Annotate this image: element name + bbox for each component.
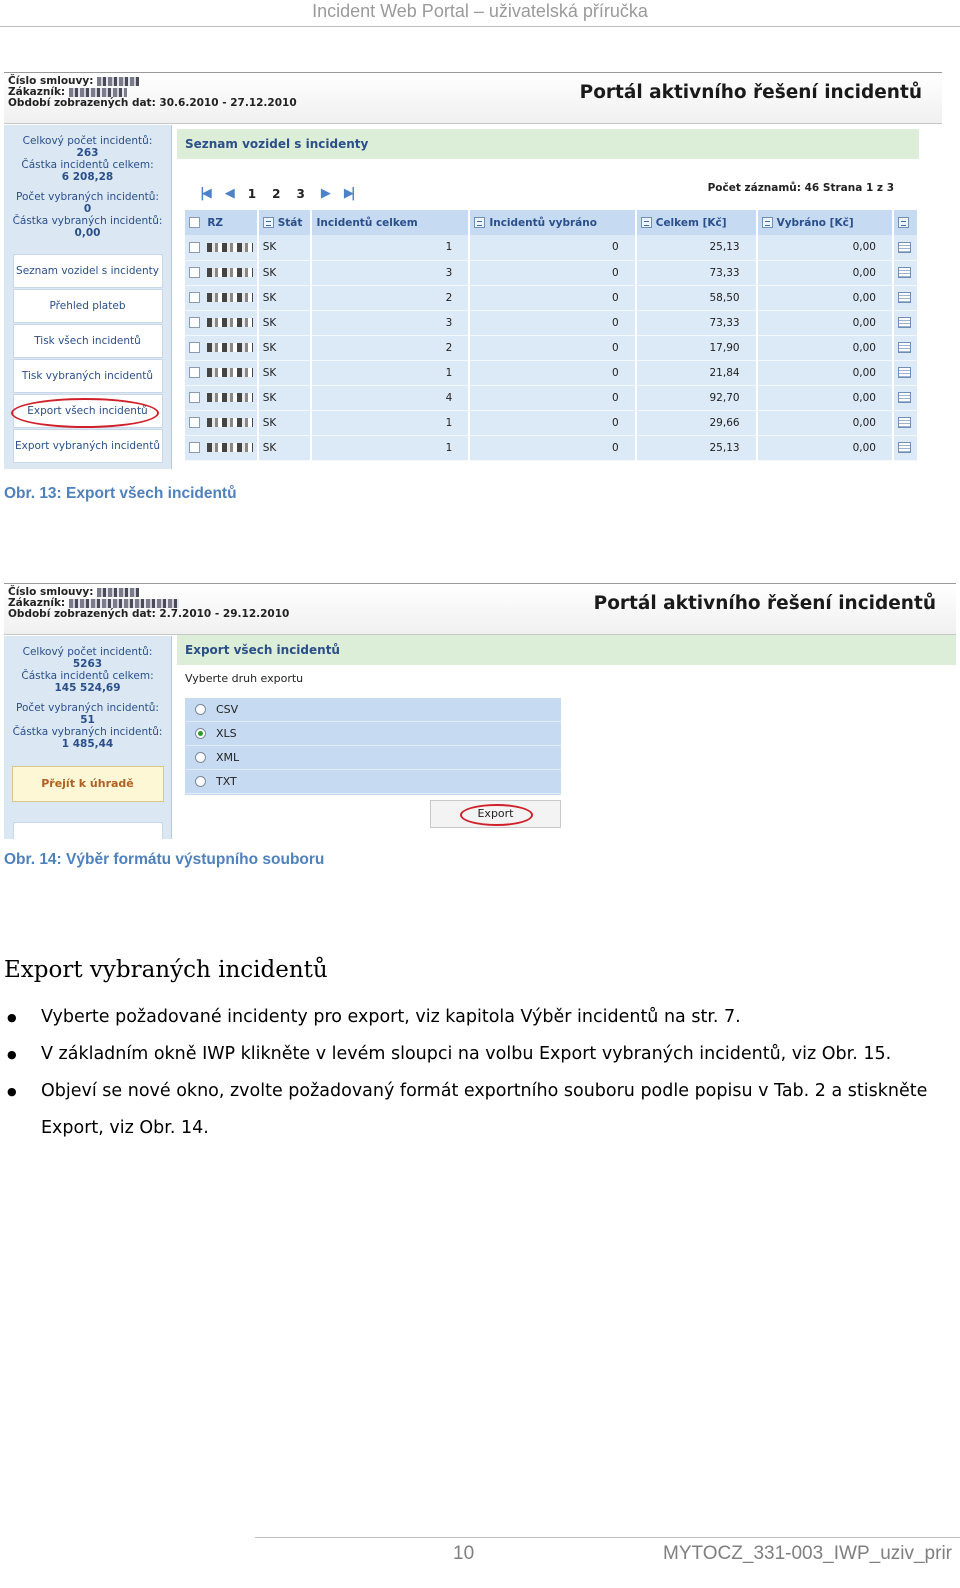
cell-total-incidents: 1: [311, 410, 469, 435]
page-link[interactable]: 1: [247, 186, 257, 201]
format-option-xml[interactable]: [185, 746, 561, 770]
row-checkbox[interactable]: [189, 417, 200, 428]
export-subtitle: Vyberte druh exportu: [185, 672, 304, 685]
portal-title: Portál aktivního řešení incidentů: [579, 82, 922, 103]
stats-summary: [4, 125, 171, 239]
filter-icon[interactable]: [898, 217, 909, 228]
table-row[interactable]: [185, 260, 918, 285]
option-label: XML: [216, 751, 240, 764]
total-amount: 145 524,69: [54, 682, 121, 694]
cell-total-czk: 92,70: [636, 385, 757, 410]
next-page-icon[interactable]: ▶: [320, 186, 328, 201]
col-stat[interactable]: Stát: [277, 216, 303, 229]
selected-amount-label: Částka vybraných incidentů:: [12, 215, 163, 227]
left-sidebar: [4, 636, 172, 839]
period-label: Období zobrazených dat: 2.7.2010 - 29.12.2010: [8, 608, 290, 620]
cell-stat: SK: [258, 410, 312, 435]
section-heading: Export vybraných incidentů: [4, 957, 328, 983]
list-item: ● Objeví se nové okno, zvolte požadovaný formát exportního souboru podle popisu v Tab. 2 a stiskněte Export, viz Obr. 14.: [0, 1073, 960, 1147]
detail-icon[interactable]: [898, 317, 911, 328]
cell-selected-czk: 0,00: [757, 385, 893, 410]
redacted-plate: [207, 243, 253, 252]
period-label: Období zobrazených dat: 30.6.2010 - 27.12.2010: [8, 97, 297, 109]
col-total-incidents[interactable]: Incidentů celkem: [316, 216, 418, 229]
table-header-row: [185, 210, 918, 235]
detail-icon[interactable]: [898, 367, 911, 378]
prev-page-icon[interactable]: ◀: [224, 186, 232, 201]
account-info: [8, 587, 289, 620]
format-option-csv[interactable]: [185, 698, 561, 722]
list-item: ● V základním okně IWP klikněte v levém sloupci na volbu Export vybraných incidentů, viz Obr. 15.: [0, 1036, 960, 1073]
contract-label: Číslo smlouvy:: [8, 586, 94, 598]
figure-caption-13: Obr. 13: Export všech incidentů: [4, 485, 237, 502]
detail-icon[interactable]: [898, 342, 911, 353]
export-button[interactable]: Export: [430, 800, 561, 828]
option-label: XLS: [216, 727, 237, 740]
format-options: [185, 698, 561, 795]
cell-total-czk: 21,84: [636, 360, 757, 385]
menu-payments[interactable]: Přehled plateb: [13, 289, 163, 323]
stats-summary: [4, 636, 171, 750]
contract-label: Číslo smlouvy:: [8, 75, 94, 87]
record-count: Počet záznamů: 46 Strana 1 z 3: [707, 182, 894, 194]
page-header: Incident Web Portal – uživatelská příručka: [0, 0, 960, 27]
row-checkbox[interactable]: [189, 317, 200, 328]
filter-icon[interactable]: [762, 217, 773, 228]
cell-total-czk: 73,33: [636, 310, 757, 335]
page-link[interactable]: 3: [296, 186, 305, 201]
cell-total-czk: 29,66: [636, 410, 757, 435]
row-checkbox[interactable]: [189, 292, 200, 303]
selected-count: 51: [80, 714, 95, 726]
total-count-label: Celkový počet incidentů:: [22, 646, 153, 658]
cell-selected-czk: 0,00: [757, 310, 893, 335]
row-checkbox[interactable]: [189, 442, 200, 453]
cell-selected-incidents: 0: [469, 385, 635, 410]
col-selected-czk[interactable]: Vybráno [Kč]: [776, 216, 854, 229]
cell-total-incidents: 3: [311, 260, 469, 285]
format-option-txt[interactable]: [185, 770, 561, 794]
radio-button[interactable]: [195, 752, 206, 763]
cell-selected-czk: 0,00: [757, 435, 893, 460]
cell-stat: SK: [258, 360, 312, 385]
radio-button-selected[interactable]: [195, 728, 206, 739]
row-checkbox[interactable]: [189, 342, 200, 353]
first-page-icon[interactable]: |◀: [200, 186, 209, 201]
cell-selected-czk: 0,00: [757, 235, 893, 260]
redacted-plate: [207, 268, 253, 277]
cell-selected-incidents: 0: [469, 335, 635, 360]
cell-selected-czk: 0,00: [757, 410, 893, 435]
cell-total-incidents: 1: [311, 235, 469, 260]
menu-export-selected[interactable]: Export vybraných incidentů: [13, 429, 163, 463]
selected-count-label: Počet vybraných incidentů:: [16, 702, 159, 714]
radio-button[interactable]: [195, 704, 206, 715]
portal-title: Portál aktivního řešení incidentů: [593, 593, 936, 614]
portal-topbar: [4, 72, 942, 124]
selected-count: 0: [83, 203, 92, 215]
filter-icon[interactable]: [474, 217, 485, 228]
table-row[interactable]: [185, 285, 918, 310]
redacted-plate: [207, 443, 253, 452]
cell-total-czk: 58,50: [636, 285, 757, 310]
selected-amount: 0,00: [74, 227, 101, 239]
table-row[interactable]: [185, 335, 918, 360]
cell-selected-czk: 0,00: [757, 260, 893, 285]
row-checkbox[interactable]: [189, 267, 200, 278]
cell-selected-incidents: 0: [469, 410, 635, 435]
account-info: [8, 76, 297, 109]
cell-stat: SK: [258, 285, 312, 310]
cell-total-incidents: 3: [311, 310, 469, 335]
figure-caption-14: Obr. 14: Výběr formátu výstupního souboru: [4, 851, 325, 868]
col-total-czk[interactable]: Celkem [Kč]: [655, 216, 727, 229]
cell-selected-incidents: 0: [469, 435, 635, 460]
cell-stat: SK: [258, 310, 312, 335]
row-checkbox[interactable]: [189, 242, 200, 253]
pay-button[interactable]: Přejít k úhradě: [12, 766, 164, 802]
total-count: 263: [76, 147, 99, 159]
row-checkbox[interactable]: [189, 367, 200, 378]
cell-selected-czk: 0,00: [757, 360, 893, 385]
cell-selected-czk: 0,00: [757, 285, 893, 310]
detail-icon[interactable]: [898, 442, 911, 453]
total-amount-label: Částka incidentů celkem:: [21, 670, 154, 682]
last-page-icon[interactable]: ▶|: [343, 186, 353, 201]
select-all-checkbox[interactable]: [189, 217, 200, 228]
filter-icon[interactable]: [263, 217, 274, 228]
table-row[interactable]: [185, 360, 918, 385]
instruction-list: [0, 999, 960, 1147]
pager: [200, 186, 353, 201]
cell-stat: SK: [258, 260, 312, 285]
page-number: 10: [453, 1543, 475, 1564]
total-amount-label: Částka incidentů celkem:: [21, 159, 154, 171]
selected-count-label: Počet vybraných incidentů:: [16, 191, 159, 203]
footer-divider: [255, 1537, 960, 1538]
filter-icon[interactable]: [641, 217, 652, 228]
total-count-label: Celkový počet incidentů:: [22, 135, 153, 147]
menu-item[interactable]: [13, 822, 163, 839]
cell-selected-incidents: 0: [469, 285, 635, 310]
detail-icon[interactable]: [898, 292, 911, 303]
left-sidebar: [4, 125, 172, 469]
redacted-plate: [207, 368, 253, 377]
customer-label: Zákazník:: [8, 597, 66, 609]
row-checkbox[interactable]: [189, 392, 200, 403]
detail-icon[interactable]: [898, 242, 911, 253]
redacted-value: [97, 588, 139, 597]
table-row[interactable]: [185, 310, 918, 335]
cell-total-czk: 73,33: [636, 260, 757, 285]
table-row[interactable]: [185, 385, 918, 410]
cell-selected-incidents: 0: [469, 260, 635, 285]
col-rz[interactable]: RZ: [207, 216, 224, 229]
detail-icon[interactable]: [898, 417, 911, 428]
screenshot-export-all: [4, 72, 942, 469]
cell-selected-incidents: 0: [469, 235, 635, 260]
redacted-plate: [207, 418, 253, 427]
cell-total-czk: 25,13: [636, 235, 757, 260]
cell-selected-incidents: 0: [469, 360, 635, 385]
page-link[interactable]: 2: [272, 186, 281, 201]
option-label: TXT: [216, 775, 237, 788]
selected-amount-label: Částka vybraných incidentů:: [12, 726, 163, 738]
redacted-plate: [207, 318, 253, 327]
cell-stat: SK: [258, 335, 312, 360]
format-option-xls[interactable]: [185, 722, 561, 746]
panel-title: Export všech incidentů: [177, 635, 956, 665]
cell-total-incidents: 2: [311, 335, 469, 360]
redacted-value: [97, 77, 139, 86]
redacted-plate: [207, 393, 253, 402]
menu-vehicle-list[interactable]: Seznam vozidel s incidenty: [13, 254, 163, 288]
total-amount: 6 208,28: [61, 171, 114, 183]
incident-table: [185, 210, 919, 461]
col-selected-incidents[interactable]: Incidentů vybráno: [489, 216, 597, 229]
radio-button[interactable]: [195, 776, 206, 787]
table-row[interactable]: [185, 410, 918, 435]
cell-total-incidents: 1: [311, 435, 469, 460]
menu-print-all[interactable]: Tisk všech incidentů: [13, 324, 163, 358]
selected-amount: 1 485,44: [61, 738, 114, 750]
cell-total-czk: 25,13: [636, 435, 757, 460]
cell-selected-czk: 0,00: [757, 335, 893, 360]
cell-stat: SK: [258, 435, 312, 460]
portal-topbar: [4, 583, 956, 635]
detail-icon[interactable]: [898, 392, 911, 403]
screenshot-export-format: [4, 583, 956, 839]
detail-icon[interactable]: [898, 267, 911, 278]
cell-total-czk: 17,90: [636, 335, 757, 360]
customer-label: Zákazník:: [8, 86, 66, 98]
cell-stat: SK: [258, 385, 312, 410]
option-label: CSV: [216, 703, 239, 716]
table-row[interactable]: [185, 435, 918, 460]
cell-stat: SK: [258, 235, 312, 260]
list-item: ● Vyberte požadované incidenty pro export, viz kapitola Výběr incidentů na str. 7.: [0, 999, 960, 1036]
cell-selected-incidents: 0: [469, 310, 635, 335]
cell-total-incidents: 4: [311, 385, 469, 410]
redacted-plate: [207, 293, 253, 302]
redacted-value: [69, 599, 179, 608]
menu-print-selected[interactable]: Tisk vybraných incidentů: [13, 359, 163, 393]
total-count: 5263: [72, 658, 103, 670]
cell-total-incidents: 2: [311, 285, 469, 310]
document-code: MYTOCZ_331-003_IWP_uziv_prir: [663, 1543, 952, 1564]
menu-export-all[interactable]: Export všech incidentů: [13, 394, 163, 428]
redacted-plate: [207, 343, 253, 352]
panel-title: Seznam vozidel s incidenty: [177, 129, 919, 159]
table-row[interactable]: [185, 235, 918, 260]
cell-total-incidents: 1: [311, 360, 469, 385]
redacted-value: [69, 88, 127, 97]
